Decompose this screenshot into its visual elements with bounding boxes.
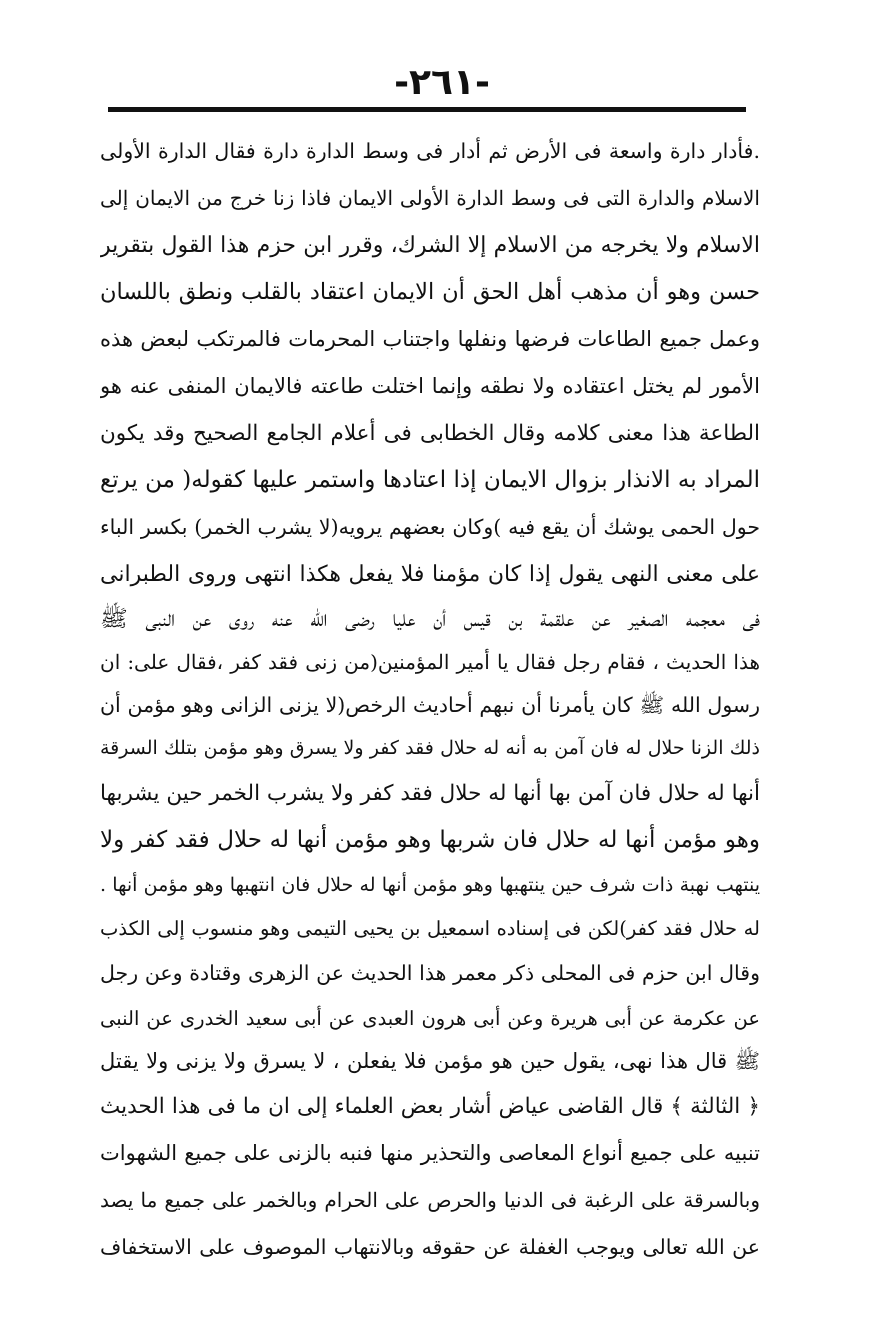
text-line: الاسلام والدارة التى فى وسط الدارة الأولى الايمان فاذا زنا خرج من الايمان إلى <box>100 186 760 210</box>
page-number: -٢٦١- <box>394 62 490 103</box>
text-line: أنها له حلال فان آمن بها أنها له حلال فقد كفر ولا يشرب الخمر حين يشربها <box>100 781 760 806</box>
text-line: عن عكرمة عن أبى هريرة وعن أبى هرون العبدى عن أبى سعيد الخدرى عن النبى <box>100 1007 760 1030</box>
text-line: وقال ابن حزم فى المحلى ذكر معمر هذا الحديث عن الزهرى وقتادة وعن رجل <box>100 961 760 985</box>
text-line: المراد به الانذار بزوال الايمان إذا اعتادها واستمر عليها كقوله( من يرتع <box>100 467 760 493</box>
text-line: تنبيه على جميع أنواع المعاصى والتحذير منها فنبه بالزنى على جميع الشهوات <box>100 1141 760 1165</box>
text-line: ذلك الزنا حلال له فان آمن به أنه له حلال فقد كفر ولا يسرق وهو مؤمن بتلك السرقة <box>100 737 760 759</box>
text-line: على معنى النهى يقول إذا كان مؤمنا فلا يفعل هكذا انتهى وروى الطبرانى <box>100 562 760 587</box>
text-line: هذا الحديث ، فقام رجل فقال يا أمير المؤمنين(من زنى فقد كفر ،فقال على: ان <box>100 650 760 674</box>
text-line: وبالسرقة على الرغبة فى الدنيا والحرص على الحرام وبالخمر على جميع ما يصد <box>100 1188 760 1212</box>
text-line: الطاعة هذا معنى كلامه وقال الخطابى فى أعلام الجامع الصحيح وقد يكون <box>100 421 760 446</box>
text-line: حسن وهو أن مذهب أهل الحق أن الايمان اعتقاد بالقلب ونطق باللسان <box>100 279 760 305</box>
text-line: عن الله تعالى ويوجب الغفلة عن حقوقه وبالانتهاب الموصوف على الاستخفاف <box>100 1235 760 1259</box>
text-line: الأمور لم يختل اعتقاده ولا نطقه وإنما اختلت طاعته فالايمان المنفى عنه هو <box>100 374 760 398</box>
text-line: رسول الله ﷺ كان يأمرنا أن نبهم أحاديث الرخص(لا يزنى الزانى وهو مؤمن أن <box>100 693 760 717</box>
text-line: له حلال فقد كفر)لكن فى إسناده اسمعيل بن يحيى التيمى وهو منسوب إلى الكذب <box>100 917 760 940</box>
text-line: ﷺ قال هذا نهى، يقول حين هو مؤمن فلا يفعلن ، لا يسرق ولا يزنى ولا يقتل <box>100 1049 760 1073</box>
text-line: .فأدار دارة واسعة فى الأرض ثم أدار فى وسط الدارة دارة فقال الدارة الأولى <box>100 139 760 163</box>
text-line: حول الحمى يوشك أن يقع فيه )وكان بعضهم يرويه(لا يشرب الخمر) بكسر الباء <box>100 515 760 539</box>
body-text <box>100 128 760 1271</box>
text-line: فى معجمه الصغير عن علقمة بن قيس أن عليا رضى الله عنه روى عن النبى ﷺ <box>100 606 760 632</box>
text-line: وعمل جميع الطاعات فرضها ونفلها واجتناب المحرمات فالمرتكب لبعض هذه <box>100 327 760 351</box>
text-line: ﴿ الثالثة ﴾ قال القاضى عياض أشار بعض العلماء إلى ان ما فى هذا الحديث <box>100 1094 760 1119</box>
header-rule <box>108 107 746 112</box>
text-line: وهو مؤمن أنها له حلال فان شربها وهو مؤمن أنها له حلال فقد كفر ولا <box>100 827 760 853</box>
text-line: الاسلام ولا يخرجه من الاسلام إلا الشرك، وقرر ابن حزم هذا القول بتقرير <box>100 233 760 258</box>
text-line: ينتهب نهبة ذات شرف حين ينتهبها وهو مؤمن أنها له حلال فان انتهبها وهو مؤمن أنها . <box>100 874 760 896</box>
